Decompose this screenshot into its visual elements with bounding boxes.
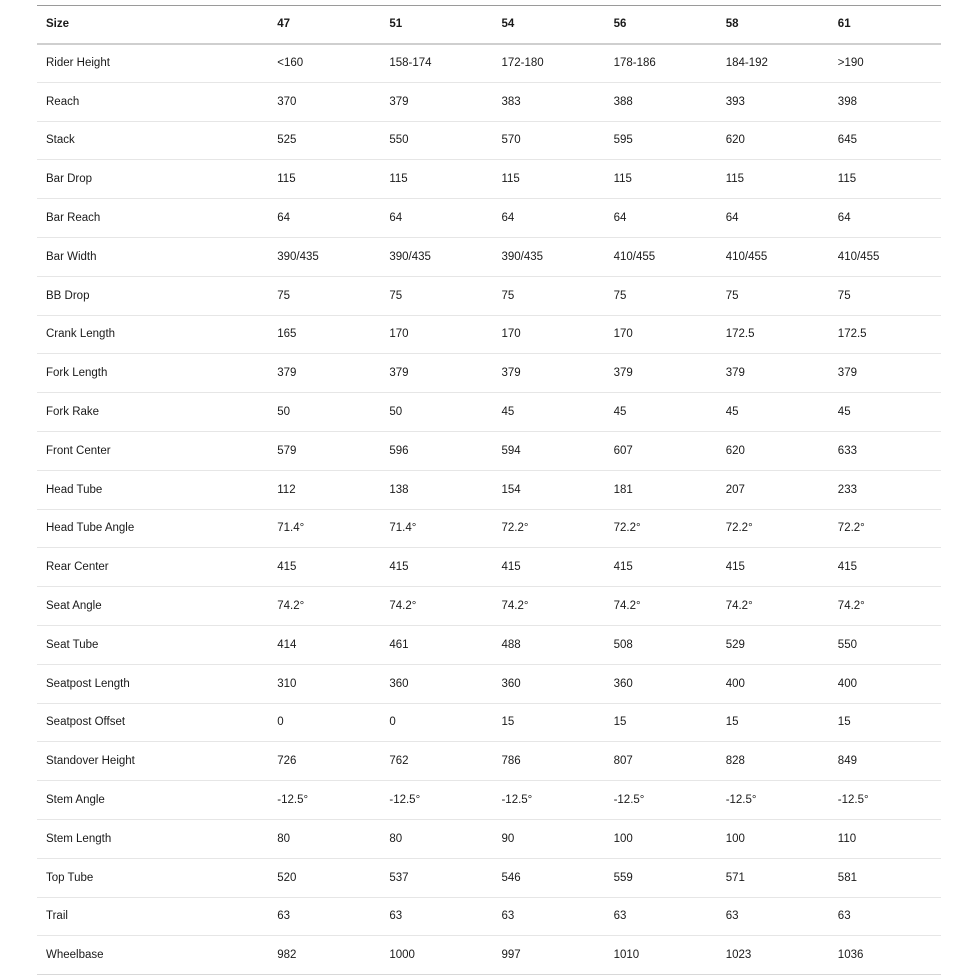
table-cell: 559 xyxy=(605,858,717,897)
table-cell: 360 xyxy=(605,664,717,703)
table-cell: 15 xyxy=(717,703,829,742)
row-label: Head Tube Angle xyxy=(37,509,268,548)
table-row xyxy=(37,237,941,276)
table-cell: 74.2° xyxy=(380,587,492,626)
table-cell: 74.2° xyxy=(492,587,604,626)
table-body xyxy=(37,44,941,975)
table-cell: 379 xyxy=(717,354,829,393)
row-label: Rider Height xyxy=(37,44,268,83)
table-cell: 310 xyxy=(268,664,380,703)
table-cell: 74.2° xyxy=(717,587,829,626)
table-cell: 172.5 xyxy=(717,315,829,354)
table-cell: 415 xyxy=(380,548,492,587)
table-cell: 997 xyxy=(492,936,604,975)
row-label: Trail xyxy=(37,897,268,936)
row-label: Front Center xyxy=(37,431,268,470)
table-cell: >190 xyxy=(829,44,941,83)
table-cell: 207 xyxy=(717,470,829,509)
table-cell: 410/455 xyxy=(829,237,941,276)
table-cell: 550 xyxy=(380,121,492,160)
table-cell: 50 xyxy=(380,393,492,432)
table-cell: -12.5° xyxy=(829,781,941,820)
table-row xyxy=(37,431,941,470)
table-cell: 63 xyxy=(717,897,829,936)
table-cell: 181 xyxy=(605,470,717,509)
table-cell: 63 xyxy=(380,897,492,936)
table-cell: 370 xyxy=(268,82,380,121)
table-cell: 15 xyxy=(492,703,604,742)
table-cell: 158-174 xyxy=(380,44,492,83)
row-label: Stem Angle xyxy=(37,781,268,820)
row-label: Seat Angle xyxy=(37,587,268,626)
row-label: Seat Tube xyxy=(37,625,268,664)
table-cell: 74.2° xyxy=(268,587,380,626)
table-cell: 529 xyxy=(717,625,829,664)
table-cell: 115 xyxy=(380,160,492,199)
table-cell: 100 xyxy=(717,819,829,858)
header-size-51: 51 xyxy=(380,6,492,44)
table-cell: 50 xyxy=(268,393,380,432)
table-cell: -12.5° xyxy=(605,781,717,820)
table-row xyxy=(37,354,941,393)
table-cell: 360 xyxy=(380,664,492,703)
table-cell: 63 xyxy=(605,897,717,936)
table-cell: 64 xyxy=(268,199,380,238)
table-cell: -12.5° xyxy=(380,781,492,820)
table-cell: 72.2° xyxy=(829,509,941,548)
table-cell: 1000 xyxy=(380,936,492,975)
table-row xyxy=(37,897,941,936)
table-cell: 72.2° xyxy=(717,509,829,548)
row-label: Stack xyxy=(37,121,268,160)
table-cell: 390/435 xyxy=(492,237,604,276)
table-row xyxy=(37,936,941,975)
table-cell: 550 xyxy=(829,625,941,664)
table-cell: 379 xyxy=(492,354,604,393)
table-cell: 390/435 xyxy=(268,237,380,276)
table-cell: 390/435 xyxy=(380,237,492,276)
table-cell: 0 xyxy=(268,703,380,742)
table-cell: 1036 xyxy=(829,936,941,975)
table-cell: 63 xyxy=(492,897,604,936)
row-label: BB Drop xyxy=(37,276,268,315)
table-cell: 172-180 xyxy=(492,44,604,83)
table-cell: 546 xyxy=(492,858,604,897)
table-row xyxy=(37,509,941,548)
table-cell: 388 xyxy=(605,82,717,121)
table-cell: 415 xyxy=(605,548,717,587)
table-cell: 80 xyxy=(268,819,380,858)
geometry-table xyxy=(37,5,941,975)
table-row xyxy=(37,44,941,83)
header-size-58: 58 xyxy=(717,6,829,44)
table-cell: 0 xyxy=(380,703,492,742)
table-cell: 488 xyxy=(492,625,604,664)
row-label: Bar Reach xyxy=(37,199,268,238)
header-row xyxy=(37,6,941,44)
table-cell: 172.5 xyxy=(829,315,941,354)
table-cell: 570 xyxy=(492,121,604,160)
table-row xyxy=(37,781,941,820)
table-cell: 762 xyxy=(380,742,492,781)
table-cell: 110 xyxy=(829,819,941,858)
table-cell: 594 xyxy=(492,431,604,470)
table-cell: 75 xyxy=(605,276,717,315)
table-cell: 410/455 xyxy=(605,237,717,276)
table-cell: 63 xyxy=(829,897,941,936)
table-cell: 80 xyxy=(380,819,492,858)
table-cell: 571 xyxy=(717,858,829,897)
row-label: Reach xyxy=(37,82,268,121)
row-label: Crank Length xyxy=(37,315,268,354)
table-cell: 138 xyxy=(380,470,492,509)
table-cell: 72.2° xyxy=(492,509,604,548)
header-size-56: 56 xyxy=(605,6,717,44)
table-row xyxy=(37,121,941,160)
table-cell: 379 xyxy=(605,354,717,393)
table-cell: 726 xyxy=(268,742,380,781)
row-label: Top Tube xyxy=(37,858,268,897)
table-cell: 170 xyxy=(492,315,604,354)
table-cell: 45 xyxy=(829,393,941,432)
table-cell: 379 xyxy=(380,354,492,393)
table-cell: 115 xyxy=(717,160,829,199)
table-row xyxy=(37,82,941,121)
table-cell: -12.5° xyxy=(717,781,829,820)
header-size: Size xyxy=(37,6,268,44)
table-cell: 461 xyxy=(380,625,492,664)
row-label: Stem Length xyxy=(37,819,268,858)
table-cell: 115 xyxy=(268,160,380,199)
table-row xyxy=(37,625,941,664)
table-row xyxy=(37,470,941,509)
table-cell: 849 xyxy=(829,742,941,781)
table-row xyxy=(37,276,941,315)
table-cell: 90 xyxy=(492,819,604,858)
table-cell: 178-186 xyxy=(605,44,717,83)
table-cell: 398 xyxy=(829,82,941,121)
table-cell: 45 xyxy=(492,393,604,432)
table-cell: -12.5° xyxy=(268,781,380,820)
table-cell: 184-192 xyxy=(717,44,829,83)
table-cell: 115 xyxy=(605,160,717,199)
row-label: Head Tube xyxy=(37,470,268,509)
row-label: Seatpost Offset xyxy=(37,703,268,742)
table-cell: 807 xyxy=(605,742,717,781)
table-cell: 581 xyxy=(829,858,941,897)
table-cell: 72.2° xyxy=(605,509,717,548)
table-cell: 112 xyxy=(268,470,380,509)
table-cell: 75 xyxy=(829,276,941,315)
table-cell: 620 xyxy=(717,121,829,160)
table-cell: 75 xyxy=(268,276,380,315)
table-cell: 100 xyxy=(605,819,717,858)
table-cell: 64 xyxy=(717,199,829,238)
row-label: Bar Width xyxy=(37,237,268,276)
table-cell: 15 xyxy=(605,703,717,742)
table-row xyxy=(37,858,941,897)
table-header xyxy=(37,6,941,44)
table-cell: 360 xyxy=(492,664,604,703)
row-label: Wheelbase xyxy=(37,936,268,975)
header-size-54: 54 xyxy=(492,6,604,44)
table-cell: 1010 xyxy=(605,936,717,975)
table-row xyxy=(37,664,941,703)
table-cell: 410/455 xyxy=(717,237,829,276)
table-cell: 400 xyxy=(717,664,829,703)
header-size-47: 47 xyxy=(268,6,380,44)
table-row xyxy=(37,199,941,238)
table-cell: 645 xyxy=(829,121,941,160)
table-cell: 415 xyxy=(268,548,380,587)
table-cell: 115 xyxy=(829,160,941,199)
row-label: Fork Length xyxy=(37,354,268,393)
table-cell: 74.2° xyxy=(605,587,717,626)
table-cell: 508 xyxy=(605,625,717,664)
table-cell: 64 xyxy=(829,199,941,238)
table-row xyxy=(37,160,941,199)
table-cell: 520 xyxy=(268,858,380,897)
row-label: Standover Height xyxy=(37,742,268,781)
table-cell: 607 xyxy=(605,431,717,470)
table-cell: 633 xyxy=(829,431,941,470)
table-cell: 75 xyxy=(380,276,492,315)
table-row xyxy=(37,742,941,781)
table-cell: 75 xyxy=(492,276,604,315)
table-cell: 383 xyxy=(492,82,604,121)
table-cell: 537 xyxy=(380,858,492,897)
table-cell: 45 xyxy=(717,393,829,432)
row-label: Seatpost Length xyxy=(37,664,268,703)
table-cell: 525 xyxy=(268,121,380,160)
table-cell: 15 xyxy=(829,703,941,742)
table-cell: 379 xyxy=(829,354,941,393)
table-row xyxy=(37,819,941,858)
table-row xyxy=(37,703,941,742)
row-label: Bar Drop xyxy=(37,160,268,199)
table-cell: 170 xyxy=(380,315,492,354)
table-cell: 75 xyxy=(717,276,829,315)
table-cell: 170 xyxy=(605,315,717,354)
table-cell: 415 xyxy=(492,548,604,587)
table-cell: 415 xyxy=(829,548,941,587)
table-cell: 45 xyxy=(605,393,717,432)
table-cell: 379 xyxy=(268,354,380,393)
table-cell: 400 xyxy=(829,664,941,703)
table-cell: 620 xyxy=(717,431,829,470)
table-cell: 63 xyxy=(268,897,380,936)
table-row xyxy=(37,548,941,587)
table-cell: -12.5° xyxy=(492,781,604,820)
table-cell: 64 xyxy=(605,199,717,238)
header-size-61: 61 xyxy=(829,6,941,44)
table-cell: 415 xyxy=(717,548,829,587)
table-cell: 71.4° xyxy=(268,509,380,548)
row-label: Rear Center xyxy=(37,548,268,587)
table-cell: 154 xyxy=(492,470,604,509)
row-label: Fork Rake xyxy=(37,393,268,432)
table-cell: 786 xyxy=(492,742,604,781)
table-cell: 595 xyxy=(605,121,717,160)
table-cell: 233 xyxy=(829,470,941,509)
table-row xyxy=(37,393,941,432)
table-cell: 165 xyxy=(268,315,380,354)
table-row xyxy=(37,315,941,354)
table-cell: 1023 xyxy=(717,936,829,975)
table-cell: 393 xyxy=(717,82,829,121)
table-cell: 379 xyxy=(380,82,492,121)
table-cell: <160 xyxy=(268,44,380,83)
table-cell: 596 xyxy=(380,431,492,470)
table-row xyxy=(37,587,941,626)
table-cell: 64 xyxy=(492,199,604,238)
table-cell: 115 xyxy=(492,160,604,199)
table-cell: 828 xyxy=(717,742,829,781)
table-cell: 579 xyxy=(268,431,380,470)
table-cell: 982 xyxy=(268,936,380,975)
table-cell: 414 xyxy=(268,625,380,664)
table-cell: 74.2° xyxy=(829,587,941,626)
table-cell: 71.4° xyxy=(380,509,492,548)
table-cell: 64 xyxy=(380,199,492,238)
